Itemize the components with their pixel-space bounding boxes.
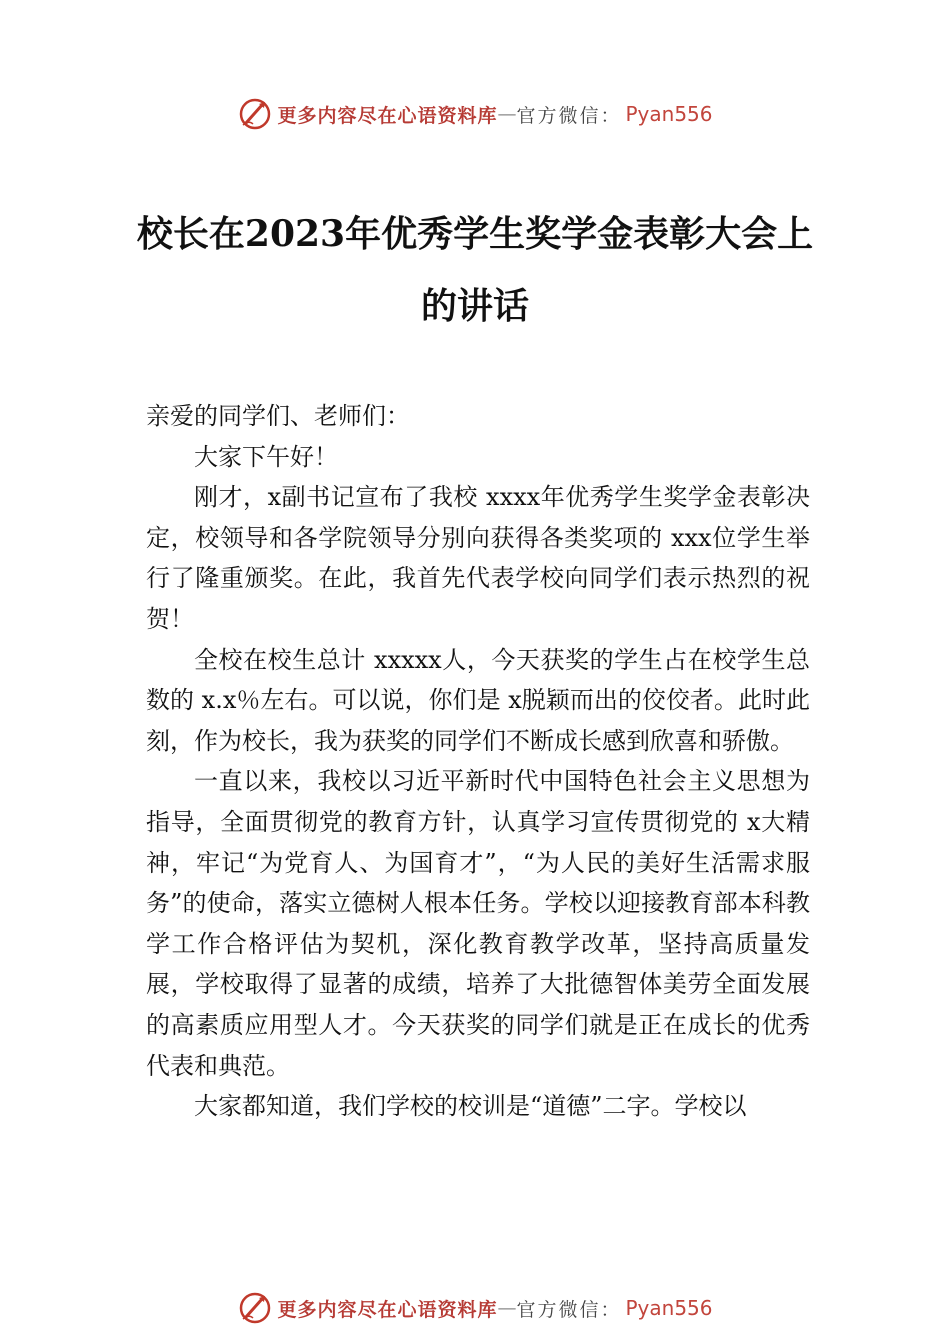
paragraph: 全校在校生总计 xxxxx人，今天获奖的学生占在校学生总数的 x.x％左右。可以说，你们是 x脱颖而出的佼佼者。此时此刻，作为校长，我为获奖的同学们不断成长感到欣喜和骄傲。 (146, 645, 810, 755)
watermark-text: 更多内容尽在心语资料库 (277, 104, 498, 127)
watermark-account: Pyan556 (625, 1296, 713, 1320)
pen-logo-icon (237, 96, 273, 132)
watermark-account: Pyan556 (625, 102, 713, 126)
header-watermark (0, 94, 950, 134)
footer-watermark (0, 1288, 950, 1328)
paragraph: 大家下午好！ (194, 442, 338, 471)
paragraph: 大家都知道，我们学校的校训是“道德”二字。学校以 (194, 1092, 747, 1121)
document-body (146, 396, 810, 1127)
watermark-contact-label: 官方微信： (516, 104, 622, 127)
watermark-separator: — (497, 1297, 517, 1319)
pen-logo-icon (237, 1290, 273, 1326)
watermark-text: 更多内容尽在心语资料库 (277, 1298, 498, 1321)
watermark-separator: — (497, 103, 517, 125)
paragraph: 一直以来，我校以习近平新时代中国特色社会主义思想为指导，全面贯彻党的教育方针，认真学习宣传贯彻党的 x大精神，牢记“为党育人、为国育才”，“为人民的美好生活需求服务”的使命，落实立德树人根本任务。学校以迎接教育部本科教学工作合格评估为契机，深化教育教学改革，坚持高质量发展，学校取得了显著的成绩，培养了大批德智体美劳全面发展的高素质应用型人才。今天获奖的同学们就是正在成长的优秀代表和典范。 (146, 767, 810, 1080)
document-title: 校长在2023年优秀学生奖学金表彰大会上的讲话 (136, 213, 814, 327)
paragraph: 刚才，x副书记宣布了我校 xxxx年优秀学生奖学金表彰决定，校领导和各学院领导分别向获得各类奖项的 xxx位学生举行了隆重颁奖。在此，我首先代表学校向同学们表示热烈的祝贺！ (146, 483, 810, 633)
watermark-contact-label: 官方微信： (516, 1298, 622, 1321)
greeting: 亲爱的同学们、老师们： (146, 402, 410, 430)
